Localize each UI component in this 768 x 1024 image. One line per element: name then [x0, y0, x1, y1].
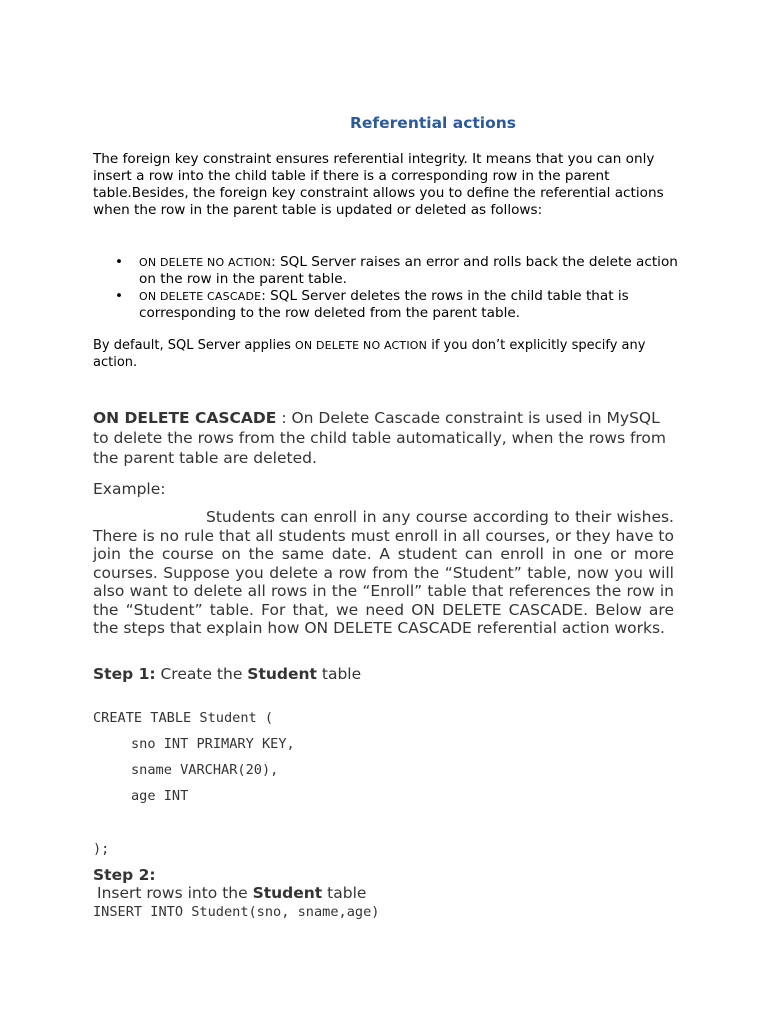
example-paragraph: Students can enroll in any course according to their wishes. There is no rule that all students must enroll in all courses, or they have to join the course on the same date. A student can enroll in one or more courses. Suppose you delete a row from the “Student” table, now you will also want to delete all rows in the “Enroll” table that references the row in the “Student” table. For that, we need ON DELETE CASCADE. Below are the steps that explain how ON DELETE CASCADE referential action works.	[93, 508, 674, 637]
cascade-paragraph	[93, 408, 678, 468]
list-item	[93, 254, 678, 288]
default-note-before: By default, SQL Server applies	[93, 338, 295, 353]
step-2-label-text: Step 2:	[93, 866, 156, 884]
cascade-text: : On Delete Cascade constraint is used in MySQL to delete the rows from the child table automatically, when the rows from the parent table are deleted.	[93, 409, 667, 467]
code-line: CREATE TABLE Student (	[93, 710, 274, 726]
example-label: Example:	[93, 480, 166, 498]
list-item	[93, 288, 678, 322]
step-1-table-name: Student	[247, 665, 317, 683]
code-line: sname VARCHAR(20),	[131, 762, 279, 778]
default-note-term: ON DELETE NO ACTION	[294, 339, 428, 352]
intro-paragraph: The foreign key constraint ensures referential integrity. It means that you can only insert a row into the child table if there is a corresponding row in the parent table.Besides, the foreign key constraint allows you to define the referential actions when the row in the parent table is updated or deleted as follows:	[93, 151, 664, 218]
bullet-text: : SQL Server raises an error and rolls back the delete action on the row in the parent table.	[139, 254, 678, 287]
step-2-text-start: Insert rows into the	[97, 884, 253, 902]
bullet-term: ON DELETE NO ACTION	[139, 256, 272, 269]
step-1-heading	[93, 664, 361, 684]
default-note	[93, 338, 678, 371]
code-line: sno INT PRIMARY KEY,	[131, 736, 295, 752]
step-2-table-name: Student	[252, 884, 323, 902]
code-line: INSERT INTO Student(sno, sname,age)	[93, 904, 380, 920]
step-1-label: Step 1:	[93, 665, 156, 683]
bullet-term: ON DELETE CASCADE	[139, 290, 262, 303]
code-line: age INT	[131, 788, 189, 804]
cascade-term: ON DELETE CASCADE	[93, 409, 277, 427]
step-1-text-end: table	[316, 665, 362, 683]
bullet-text: : SQL Server deletes the rows in the child table that is corresponding to the row deleted from the parent table.	[139, 288, 629, 321]
code-line: );	[93, 841, 110, 857]
default-note-after: if you don’t explicitly specify any action.	[93, 338, 646, 370]
step-1-text: Create the	[155, 665, 248, 683]
step-2-text-end: table	[322, 884, 367, 902]
referential-actions-list	[93, 254, 678, 322]
step-2-label	[93, 866, 156, 885]
step-2-text	[97, 884, 366, 903]
page-title: Referential actions	[349, 114, 517, 132]
